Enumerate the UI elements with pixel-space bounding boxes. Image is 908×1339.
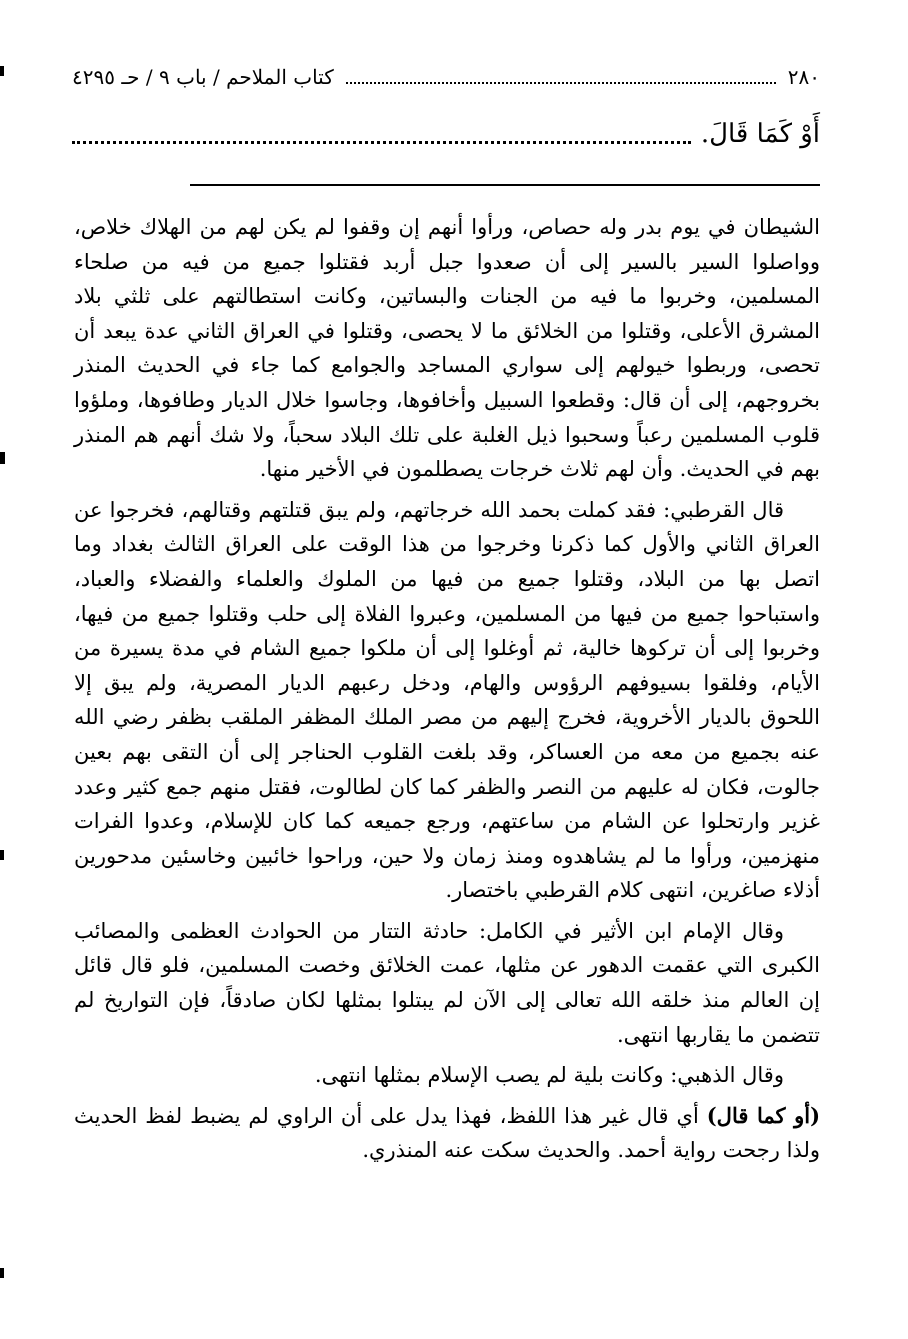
running-title: كتاب الملاحم / باب ٩ / حـ ٤٢٩٥ <box>72 65 334 89</box>
scan-mark <box>0 1268 4 1278</box>
running-header <box>72 62 820 92</box>
commentary-lemma-explanation: أي قال غير هذا اللفظ، فهذا يدل على أن الراوي لم يضبط لفظ الحديث ولذا رجحت رواية أحمد. والحديث سكت عنه المنذري. <box>74 1103 820 1163</box>
commentary-paragraph-4: وقال الذهبي: وكانت بلية لم يصب الإسلام بمثلها انتهى. <box>314 1063 784 1088</box>
commentary-paragraph-3: وقال الإمام ابن الأثير في الكامل: حادثة التتار من الحوادث العظمى والمصائب الكبرى التي عقمت الدهور عن مثلها، عمت الخلائق وخصت المسلمين، فلو قال قائل إن العالم منذ خلقه الله تعالى إلى الآن لم يبتلوا بمثلها لكان صادقاً، فإن التواريخ لم تتضمن ما يقاربها انتهى. <box>74 918 820 1047</box>
hadith-tail-dots <box>72 141 691 144</box>
commentary-lemma: (أو كما قال) <box>706 1102 821 1128</box>
commentary-paragraph-5 <box>74 1099 820 1168</box>
scan-mark <box>0 66 4 76</box>
leader-dots <box>346 82 776 84</box>
commentary-paragraph-2: قال القرطبي: فقد كملت بحمد الله خرجاتهم، ولم يبق قتلتهم وقتالهم، فخرجوا عن العراق الثاني والأول كما ذكرنا وخرجوا من هذا الوقت على العراق الثالث بغداد وما اتصل بها من البلاد، وقتلوا جميع من فيها من الملوك والعلماء والفضلاء والعباد، واستباحوا جميع من فيها من المسلمين، وعبروا الفلاة إلى حلب وقتلوا جميع من فيها، وخربوا إلى أن تركوها خالية، ثم أوغلوا إلى أن ملكوا جميع الشام في مدة يسيرة من الأيام، وفلقوا بسيوفهم الرؤوس والهام، ودخل رعبهم الديار المصرية، ولم يبق إلا اللحوق بالديار الأخروية، فخرج إليهم من مصر الملك المظفر الملقب بظفر رضي الله عنه بجميع من معه من العساكر، وقد بلغت القلوب الحناجر إلى أن التقى بهم بعين جالوت، فكان له عليهم من النصر والظفر كما كان لطالوت، فقتل منهم جمع كثير وعدد غزير وارتحلوا عن الشام من ساعتهم، ورجع جميعه كما كان للإسلام، وعدوا الفرات منهزمين، ورأوا ما لم يشاهدوه ومنذ زمان ولا حين، وراحوا خائبين وخاسئين مدحورين أذلاء صاغرين، انتهى كلام القرطبي باختصار. <box>74 497 820 903</box>
commentary-separator <box>190 184 820 186</box>
hadith-tail-line <box>72 114 820 154</box>
scan-mark <box>0 452 5 464</box>
commentary-paragraph-1: الشيطان في يوم بدر وله حصاص، ورأوا أنهم إن وقفوا لم يكن لهم من الهلاك خلاص، وواصلوا السير بالسير إلى أن صعدوا جبل أربد فقتلوا جميع من فيه من صلحاء المسلمين، وخربوا ما فيه من الجنات والبساتين، وكانت استطالتهم على ثلثي بلاد المشرق الأعلى، وقتلوا من الخلائق ما لا يحصى، وقتلوا في العراق الثاني عدة يبعد أن تحصى، وربطوا خيولهم إلى سواري المساجد والجوامع كما جاء في الحديث المنذر بخروجهم، إلى أن قال: وقطعوا السبيل وأخافوها، وجاسوا خلال الديار وطافوها، وملؤوا قلوب المسلمين رعباً وسحبوا ذيل الغلبة على تلك البلاد سحباً، ولا شك أنهم هم المنذر بهم في الحديث. وأن لهم ثلاث خرجات يصطلمون في الأخير منها. <box>74 215 820 482</box>
page-number: ٢٨٠ <box>787 65 820 89</box>
scan-mark <box>0 850 4 860</box>
hadith-tail-text: أَوْ كَمَا قَالَ. <box>700 119 820 149</box>
commentary-body <box>74 210 820 1174</box>
